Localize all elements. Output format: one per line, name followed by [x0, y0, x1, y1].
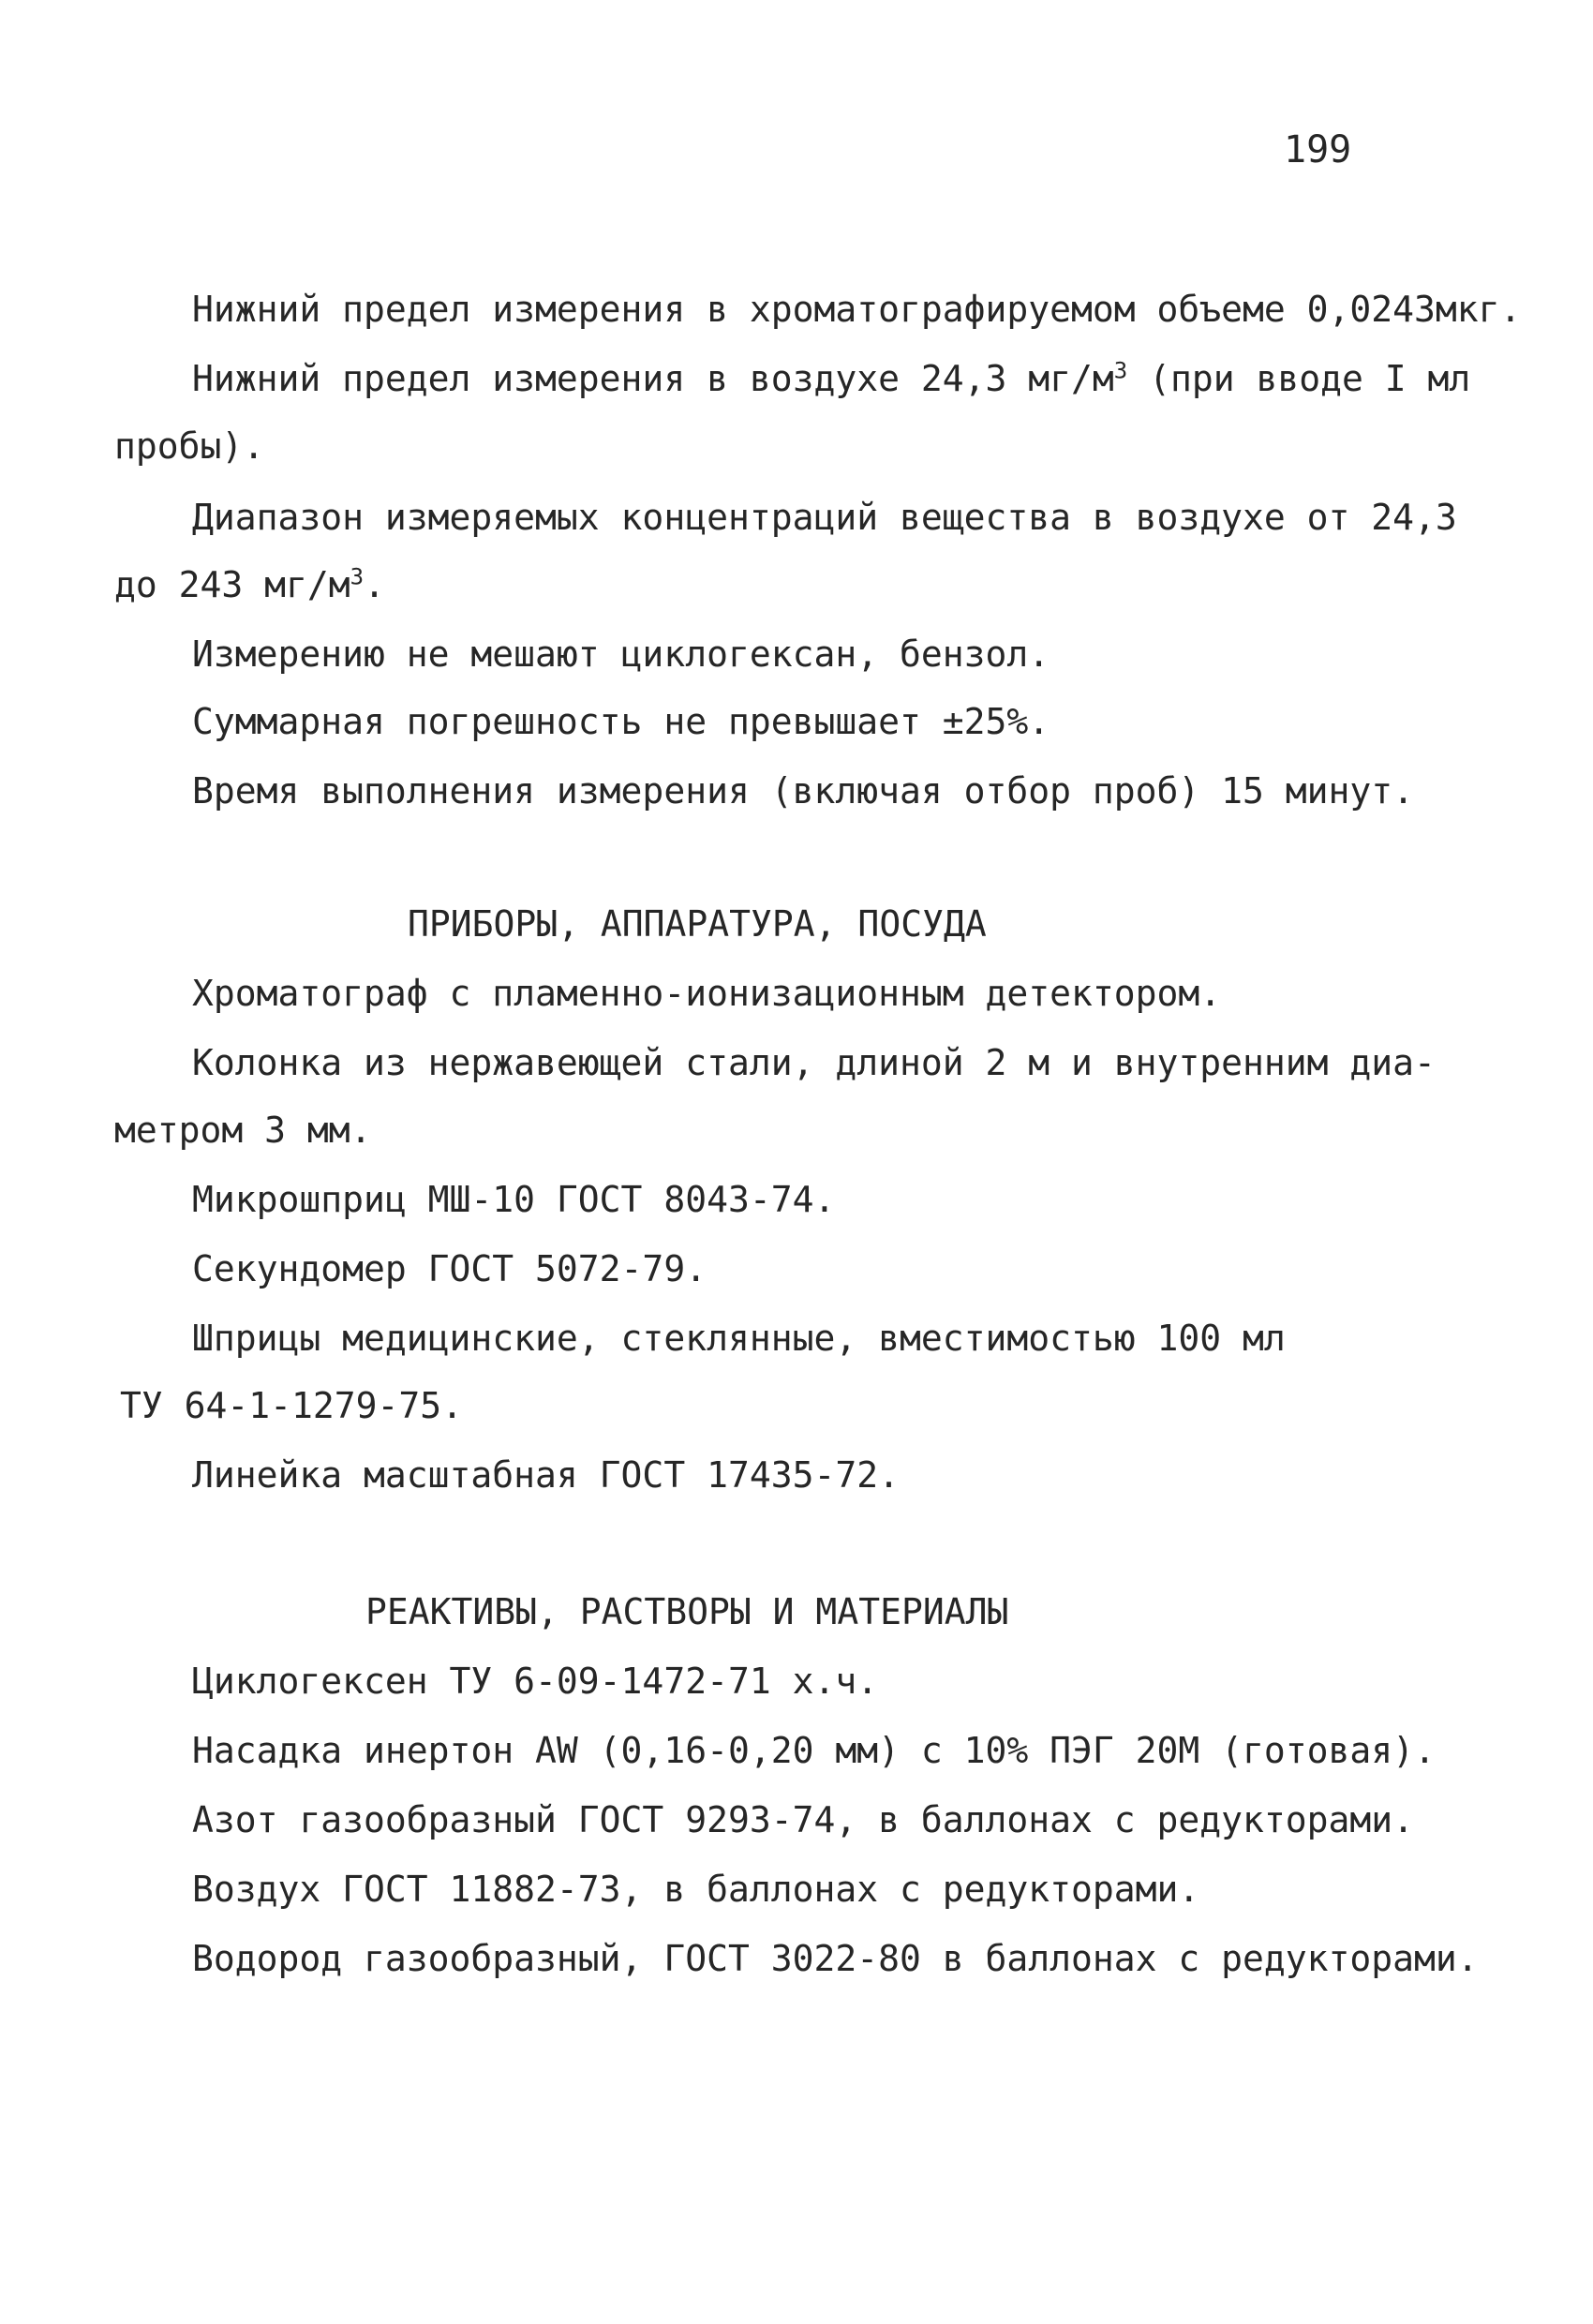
text-line: Нижний предел измерения в хроматографируемом объеме 0,0243мкг. [192, 289, 1522, 330]
text-line: Шприцы медицинские, стеклянные, вместимостью 100 мл [192, 1318, 1286, 1359]
text-fragment: (при вводе I мл [1127, 358, 1471, 399]
superscript: 3 [350, 563, 365, 590]
section-heading: ПРИБОРЫ, АППАРАТУРА, ПОСУДА [408, 903, 987, 945]
text-line: Хроматограф с пламенно-ионизационным детектором. [192, 973, 1222, 1014]
text-line: Циклогексен ТУ 6-09-1472-71 х.ч. [192, 1661, 879, 1702]
text-line: Водород газообразный, ГОСТ 3022-80 в баллонах с редукторами. [192, 1938, 1479, 1979]
section-heading: РЕАКТИВЫ, РАСТВОРЫ И МАТЕРИАЛЫ [365, 1591, 1009, 1632]
superscript: 3 [1113, 357, 1128, 384]
text-line: пробы). [114, 425, 265, 467]
text-line: Линейка масштабная ГОСТ 17435-72. [192, 1454, 900, 1496]
text-fragment: до 243 мг/м [114, 564, 350, 605]
text-line [192, 356, 1470, 401]
text-fragment: . [364, 564, 386, 605]
text-line: Диапазон измеряемых концентраций вещества в воздухе от 24,3 [192, 497, 1457, 538]
text-line: Насадка инертон AW (0,16-0,20 мм) с 10% ПЭГ 20М (готовая). [192, 1730, 1436, 1771]
page-number: 199 [1284, 128, 1352, 171]
text-line: метром 3 мм. [114, 1110, 372, 1151]
text-line: Воздух ГОСТ 11882-73, в баллонах с редукторами. [192, 1869, 1200, 1910]
text-line [114, 562, 385, 607]
text-line: Колонка из нержавеющей стали, длиной 2 м и внутренним диа- [192, 1042, 1436, 1083]
text-line: Суммарная погрешность не превышает ±25%. [192, 701, 1050, 742]
text-fragment: Нижний предел измерения в воздухе 24,3 мг/м [192, 358, 1114, 399]
text-line: Секундомер ГОСТ 5072-79. [192, 1248, 707, 1289]
text-line: Микрошприц МШ-10 ГОСТ 8043-74. [192, 1179, 836, 1220]
text-line: Измерению не мешают циклогексан, бензол. [192, 633, 1050, 675]
text-line: ТУ 64-1-1279-75. [120, 1385, 464, 1426]
text-line: Азот газообразный ГОСТ 9293-74, в баллонах с редукторами. [192, 1799, 1415, 1840]
text-line: Время выполнения измерения (включая отбор проб) 15 минут. [192, 770, 1415, 812]
